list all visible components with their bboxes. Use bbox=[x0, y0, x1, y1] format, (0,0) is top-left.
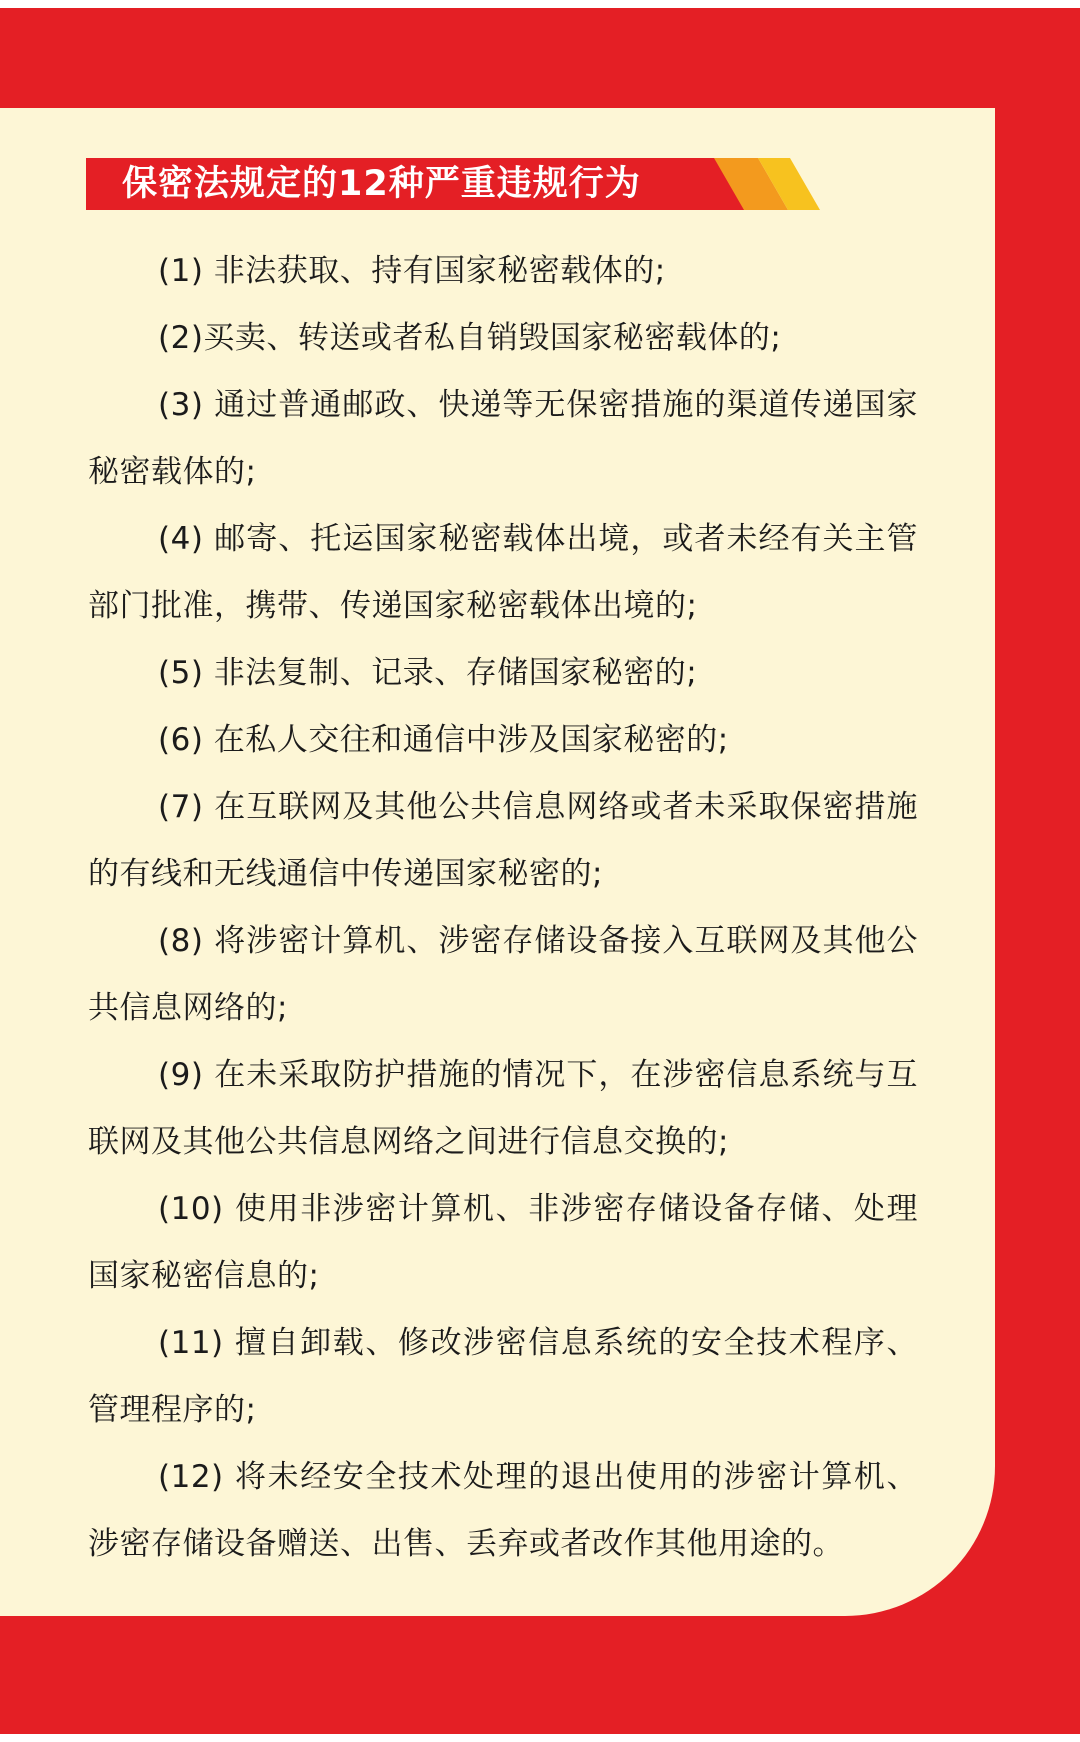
list-item: (7) 在互联网及其他公共信息网络或者未采取保密措施的有线和无线通信中传递国家秘密的; bbox=[88, 789, 918, 892]
page-title: 保密法规定的12种严重违规行为 bbox=[122, 164, 641, 204]
list-item: (11) 擅自卸载、修改涉密信息系统的安全技术程序、管理程序的; bbox=[88, 1325, 918, 1428]
list-item: (4) 邮寄、托运国家秘密载体出境，或者未经有关主管部门批准，携带、传递国家秘密载体出境的; bbox=[88, 521, 918, 624]
violation-list bbox=[88, 238, 918, 1578]
list-item: (2)买卖、转送或者私自销毁国家秘密载体的; bbox=[158, 320, 782, 356]
list-item: (12) 将未经安全技术处理的退出使用的涉密计算机、涉密存储设备赠送、出售、丢弃或者改作其他用途的。 bbox=[88, 1459, 918, 1562]
list-item: (1) 非法获取、持有国家秘密载体的; bbox=[158, 253, 666, 289]
list-item: (8) 将涉密计算机、涉密存储设备接入互联网及其他公共信息网络的; bbox=[88, 923, 918, 1026]
list-item: (9) 在未采取防护措施的情况下，在涉密信息系统与互联网及其他公共信息网络之间进行信息交换的; bbox=[88, 1057, 918, 1160]
list-item: (5) 非法复制、记录、存储国家秘密的; bbox=[158, 655, 698, 691]
list-item: (10) 使用非涉密计算机、非涉密存储设备存储、处理国家秘密信息的; bbox=[88, 1191, 918, 1294]
heading-banner bbox=[86, 158, 820, 210]
list-item: (6) 在私人交往和通信中涉及国家秘密的; bbox=[158, 722, 729, 758]
list-item: (3) 通过普通邮政、快递等无保密措施的渠道传递国家秘密载体的; bbox=[88, 387, 918, 490]
